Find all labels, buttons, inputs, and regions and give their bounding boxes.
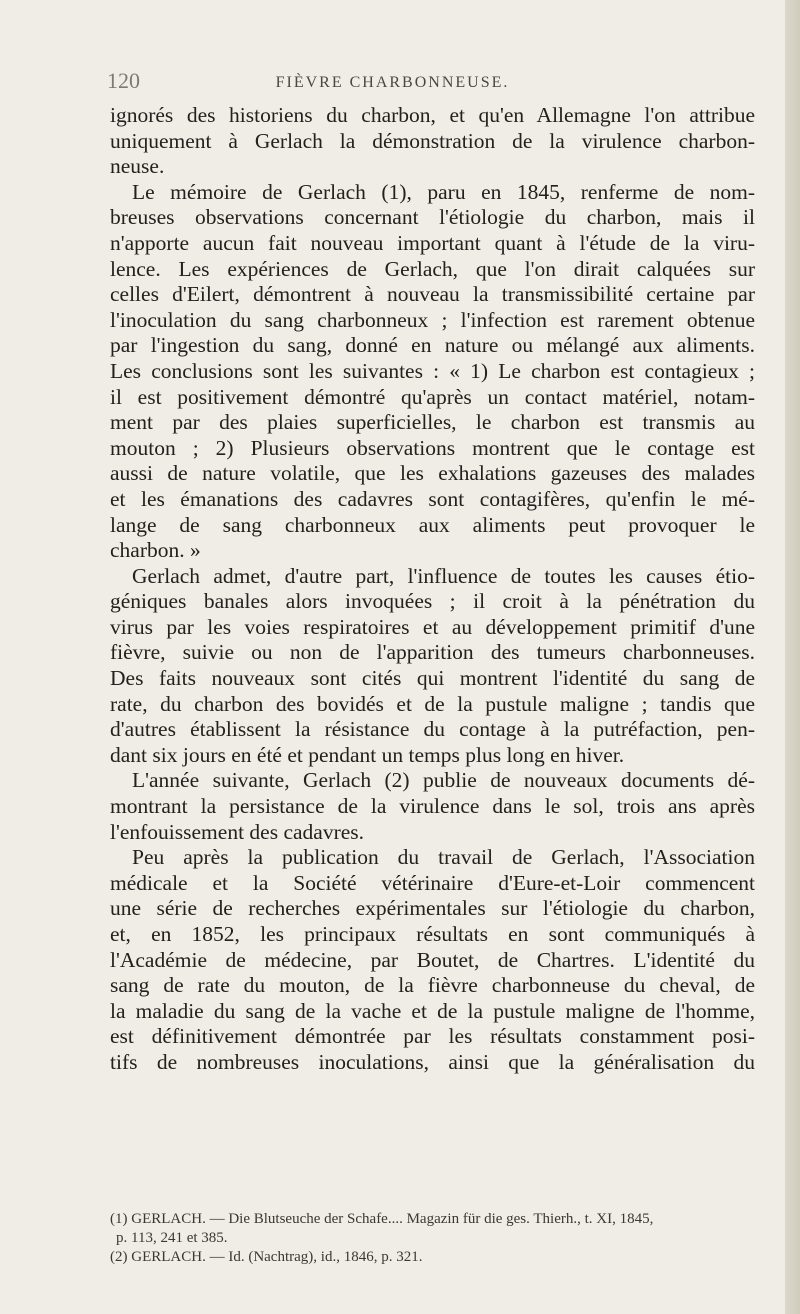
text-line: lence. Les expériences de Gerlach, que l'on dirait calquées sur xyxy=(110,256,755,281)
text-line: dant six jours en été et pendant un temps plus long en hiver. xyxy=(110,742,625,767)
text-line: L'année suivante, Gerlach (2) publie de nouveaux documents dé- xyxy=(132,768,755,793)
text-line: et les émanations des cadavres sont contagifères, qu'enfin le mé- xyxy=(110,486,755,511)
page-header xyxy=(0,68,785,98)
text-line: aussi de nature volatile, que les exhalations gazeuses des malades xyxy=(110,461,755,486)
text-line: Le mémoire de Gerlach (1), paru en 1845, renferme de nom- xyxy=(132,179,755,204)
text-line: Gerlach admet, d'autre part, l'influence de toutes les causes étio- xyxy=(132,563,755,588)
footnotes xyxy=(110,1210,755,1267)
text-line: ment par des plaies superficielles, le charbon est transmis au xyxy=(110,410,755,435)
text-line: virus par les voies respiratoires et au développement primitif d'une xyxy=(110,614,755,639)
text-line: la maladie du sang de la vache et de la pustule maligne de l'homme, xyxy=(110,998,755,1023)
footnote-2: (2) GERLACH. — Id. (Nachtrag), id., 1846, p. 321. xyxy=(110,1249,423,1265)
page-number: 120 xyxy=(107,68,140,93)
text-line: neuse. xyxy=(110,154,165,179)
page-edge xyxy=(785,0,800,1314)
footnote-1: (1) GERLACH. — Die Blutseuche der Schafe.... Magazin für die ges. Thierh., t. XI, 1845, xyxy=(110,1211,654,1227)
running-title: FIÈVRE CHARBONNEUSE. xyxy=(275,74,510,91)
text-line: lange de sang charbonneux aux aliments peut provoquer le xyxy=(110,512,755,537)
body-text xyxy=(110,103,755,1076)
text-line: il est positivement démontré qu'après un contact matériel, notam- xyxy=(110,384,755,409)
text-line: fièvre, suivie ou non de l'apparition des tumeurs charbonneuses. xyxy=(110,640,755,665)
text-line: n'apporte aucun fait nouveau important quant à l'étude de la viru- xyxy=(110,230,755,255)
text-line: l'enfouissement des cadavres. xyxy=(110,819,365,844)
text-line: géniques banales alors invoquées ; il croit à la pénétration du xyxy=(110,589,755,614)
text-line: par l'ingestion du sang, donné en nature ou mélangé aux aliments. xyxy=(110,333,755,358)
text-line: montrant la persistance de la virulence dans le sol, trois ans après xyxy=(110,794,755,819)
text-line: rate, du charbon des bovidés et de la pustule maligne ; tandis que xyxy=(110,691,755,716)
text-line: est définitivement démontrée par les résultats constamment posi- xyxy=(110,1024,755,1049)
text-line: uniquement à Gerlach la démonstration de la virulence charbon- xyxy=(110,128,755,153)
text-line: sang de rate du mouton, de la fièvre charbonneuse du cheval, de xyxy=(110,973,755,998)
text-line: celles d'Eilert, démontrent à nouveau la transmissibilité certaine par xyxy=(110,282,755,307)
text-line: l'inoculation du sang charbonneux ; l'infection est rarement obtenue xyxy=(110,307,755,332)
text-line: tifs de nombreuses inoculations, ainsi que la généralisation du xyxy=(110,1049,755,1074)
text-line: mouton ; 2) Plusieurs observations montrent que le contage est xyxy=(110,435,755,460)
text-line: médicale et la Société vétérinaire d'Eure-et-Loir commencent xyxy=(110,870,755,895)
text-line: Des faits nouveaux sont cités qui montrent l'identité du sang de xyxy=(110,666,755,691)
text-line: d'autres établissent la résistance du contage à la putréfaction, pen- xyxy=(110,717,755,742)
text-line: une série de recherches expérimentales sur l'étiologie du charbon, xyxy=(110,896,755,921)
footnote-1-continued: p. 113, 241 et 385. xyxy=(116,1230,228,1246)
text-line: et, en 1852, les principaux résultats en sont communiqués à xyxy=(110,922,755,946)
text-line: breuses observations concernant l'étiologie du charbon, mais il xyxy=(110,205,755,230)
text-line: Les conclusions sont les suivantes : « 1) Le charbon est contagieux ; xyxy=(110,358,755,383)
text-line: l'Académie de médecine, par Boutet, de Chartres. L'identité du xyxy=(110,947,755,972)
text-line: Peu après la publication du travail de Gerlach, l'Association xyxy=(132,845,755,870)
text-line: ignorés des historiens du charbon, et qu'en Allemagne l'on attribue xyxy=(110,103,755,127)
text-line: charbon. » xyxy=(110,538,201,563)
